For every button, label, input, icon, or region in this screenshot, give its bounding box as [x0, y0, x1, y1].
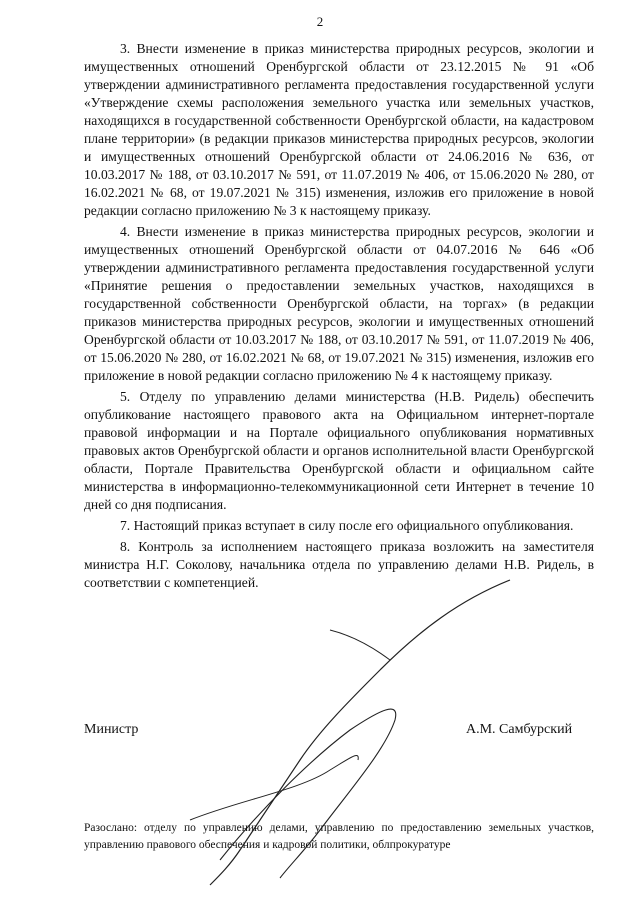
paragraph-5: 5. Отделу по управлению делами министерства (Н.В. Ридель) обеспечить опубликование настоящего правового акта на Официальном интернет-портале правовой информации и на Портале официального опубликования нормативных правовых актов Оренбургской области и органов исполнительной власти Оренбургской области, Портале Правительства Оренбургской области и официальном сайте министерства в информационно-телекоммуникационной сети Интернет в течение 10 дней со дня подписания.	[84, 389, 594, 512]
signatory-position: Министр	[84, 722, 139, 737]
paragraph-3: 3. Внести изменение в приказ министерства природных ресурсов, экологии и имущественных отношений Оренбургской области от 23.12.2015 № 91 «Об утверждении административного регламента предоставления государственной услуги «Утверждение схемы расположения земельного участка или земельных участков, находящихся в государственной собственности Оренбургской области, на кадастровом плане территории» (в редакции приказов министерства природных ресурсов, экологии и имущественных отношений Оренбургской области от 24.06.2016 № 636, от 10.03.2017 № 188, от 03.10.2017 № 591, от 11.07.2019 № 406, от 15.06.2020 № 280, от 16.02.2021 № 68, от 19.07.2021 № 315) изменения, изложив его приложение в новой редакции согласно приложению № 3 к настоящему приказу.	[84, 41, 594, 218]
distribution-list: Разослано: отделу по управлению делами, управлению по предоставлению земельных участков, управлению правового обеспечения и кадровой политики, облпрокуратуре	[84, 822, 594, 851]
signatory-name: А.М. Самбурский	[466, 722, 573, 737]
paragraph-8: 8. Контроль за исполнением настоящего приказа возложить на заместителя министра Н.Г. Соколову, начальника отдела по управлению делами Н.В. Ридель, в соответствии с компетенцией.	[84, 539, 594, 590]
page-number: 2	[316, 14, 324, 29]
paragraph-4: 4. Внести изменение в приказ министерства природных ресурсов, экологии и имущественных отношений Оренбургской области от 04.07.2016 № 646 «Об утверждении административного регламента предоставления государственной услуги «Принятие решения о предоставлении земельных участков, находящихся в государственной собственности Оренбургской области, на торгах» (в редакции приказов министерства природных ресурсов, экологии и имущественных отношений Оренбургской области от 10.03.2017 № 188, от 03.10.2017 № 591, от 11.07.2019 № 406, от 15.06.2020 № 280, от 16.02.2021 № 68, от 19.07.2021 № 315) изменения, изложив его приложение в новой редакции согласно приложению № 4 к настоящему приказу.	[84, 224, 594, 383]
document-body	[84, 40, 594, 595]
paragraph-7: 7. Настоящий приказ вступает в силу после его официального опубликования.	[120, 518, 574, 533]
